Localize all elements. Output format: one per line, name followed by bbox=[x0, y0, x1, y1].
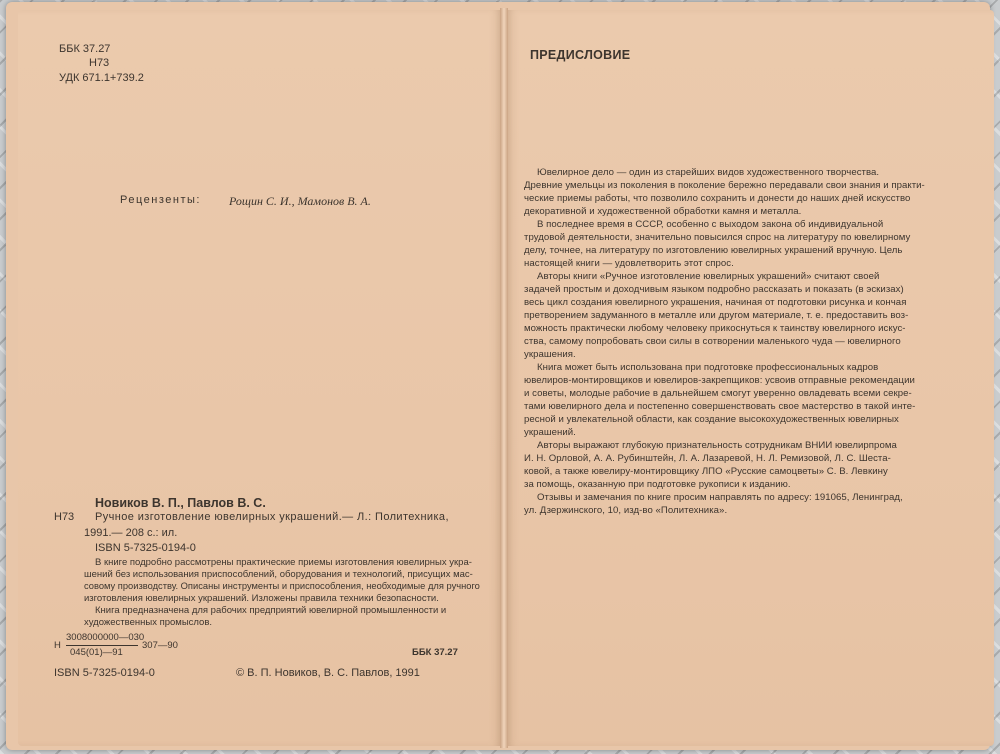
copyright: © В. П. Новиков, В. С. Павлов, 1991 bbox=[236, 667, 420, 679]
preface-line: Ювелирное дело — один из старейших видов художественного творчества. bbox=[537, 167, 880, 178]
preface-line: украшения. bbox=[524, 349, 576, 360]
preface-line: можность практически любому человеку прикоснуться к таинству ювелирного искус- bbox=[524, 323, 906, 334]
udk-code: УДК 671.1+739.2 bbox=[59, 72, 144, 84]
card-isbn: ISBN 5-7325-0194-0 bbox=[95, 542, 196, 554]
preface-line: тами ювелирного дела и постепенно совершенствовать свое мастерство в такой инте- bbox=[524, 401, 916, 412]
preface-line: ул. Дзержинского, 10, изд-во «Политехника». bbox=[524, 505, 728, 516]
formula-suffix: 307—90 bbox=[142, 640, 178, 651]
abstract-line: Книга предназначена для рабочих предприятий ювелирной промышленности и bbox=[95, 605, 447, 616]
reviewers-names: Рощин С. И., Мамонов В. А. bbox=[229, 194, 371, 208]
preface-line: делу, точнее, на литературу по изготовлению ювелирных украшений вручную. Цель bbox=[524, 245, 903, 256]
abstract-line: совому производству. Описаны инструменты и приспособления, необходимые для ручного bbox=[84, 581, 480, 592]
preface-heading: ПРЕДИСЛОВИЕ bbox=[530, 48, 631, 62]
preface-line: задачей простым и доходчивым языком подробно рассказать и показать (в эскизах) bbox=[524, 284, 904, 295]
preface-line: претворением задуманного в металле или другом материале, т. е. предоставить воз- bbox=[524, 310, 909, 321]
abstract-line: художественных промыслов. bbox=[84, 617, 213, 628]
card-code: Н73 bbox=[54, 511, 75, 523]
preface-line: весь цикл создания ювелирного украшения, начиная от подготовки рисунка и кончая bbox=[524, 297, 907, 308]
preface-line: ческие приемы работы, что позволило сохранить и донести до наших дней искусство bbox=[524, 193, 911, 204]
abstract-line: изготовления ювелирных украшений. Изложены правила техники безопасности. bbox=[84, 593, 439, 604]
abstract-line: В книге подробно рассмотрены практические приемы изготовления ювелирных укра- bbox=[95, 557, 472, 568]
preface-line: Древние умельцы из поколения в поколение бережно передавали свои знания и практи- bbox=[524, 180, 925, 191]
preface-line: ства, самому попробовать свои силы в сотворении маленького чуда — ювелирного bbox=[524, 336, 901, 347]
preface-line: Авторы выражают глубокую признательность сотрудникам ВНИИ ювелирпрома bbox=[537, 440, 897, 451]
preface-line: за помощь, оказанную при подготовке рукописи к изданию. bbox=[524, 479, 791, 490]
preface-line: и советы, молодые рабочие в дальнейшем смогут уверенно овладевать всеми секре- bbox=[524, 388, 912, 399]
reviewers-label: Рецензенты: bbox=[120, 194, 201, 206]
preface-line: ресной и увлекательной области, как создание высокохудожественных ювелирных bbox=[524, 414, 899, 425]
book-code: Н73 bbox=[89, 57, 110, 69]
preface-line: украшений. bbox=[524, 427, 576, 438]
preface-line: настоящей книги — удовлетворить этот спрос. bbox=[524, 258, 734, 269]
formula-fraction-bar bbox=[66, 645, 138, 646]
book-spine bbox=[500, 8, 508, 748]
formula-denominator: 045(01)—91 bbox=[70, 647, 123, 658]
preface-line: трудовой деятельности, значительно повысился спрос на литературу по ювелирному bbox=[524, 232, 911, 243]
formula-numerator: 3008000000—030 bbox=[66, 632, 145, 643]
preface-line: ковой, а также ювелиру-монтировщику ЛПО «Русские самоцветы» С. В. Левкину bbox=[524, 466, 888, 477]
bbk-code: ББК 37.27 bbox=[59, 43, 111, 55]
card-title-line2: 1991.— 208 с.: ил. bbox=[84, 527, 178, 539]
abstract-line: шений без использования приспособлений, оборудования и технологий, присущих мас- bbox=[84, 569, 473, 580]
card-authors: Новиков В. П., Павлов В. С. bbox=[95, 496, 266, 510]
preface-line: Книга может быть использована при подготовке профессиональных кадров bbox=[537, 362, 879, 373]
preface-line: В последнее время в СССР, особенно с выходом закона об индивидуальной bbox=[537, 219, 884, 230]
card-title-line1: Ручное изготовление ювелирных украшений.— Л.: Политехника, bbox=[95, 511, 449, 523]
preface-line: декоративной и художественной обработки камня и металла. bbox=[524, 206, 802, 217]
isbn-bottom: ISBN 5-7325-0194-0 bbox=[54, 667, 155, 679]
preface-line: Отзывы и замечания по книге просим направлять по адресу: 191065, Ленинград, bbox=[537, 492, 903, 503]
preface-line: И. Н. Орловой, А. А. Рубинштейн, Л. А. Лазаревой, Н. Л. Ремизовой, Л. С. Шеста- bbox=[524, 453, 891, 464]
formula-prefix: Н bbox=[54, 640, 61, 651]
preface-line: Авторы книги «Ручное изготовление ювелирных украшений» считают своей bbox=[537, 271, 880, 282]
bbk-bottom: ББК 37.27 bbox=[412, 647, 458, 658]
preface-line: ювелиров-монтировщиков и ювелиров-закрепщиков: усвоив отправные рекомендации bbox=[524, 375, 915, 386]
